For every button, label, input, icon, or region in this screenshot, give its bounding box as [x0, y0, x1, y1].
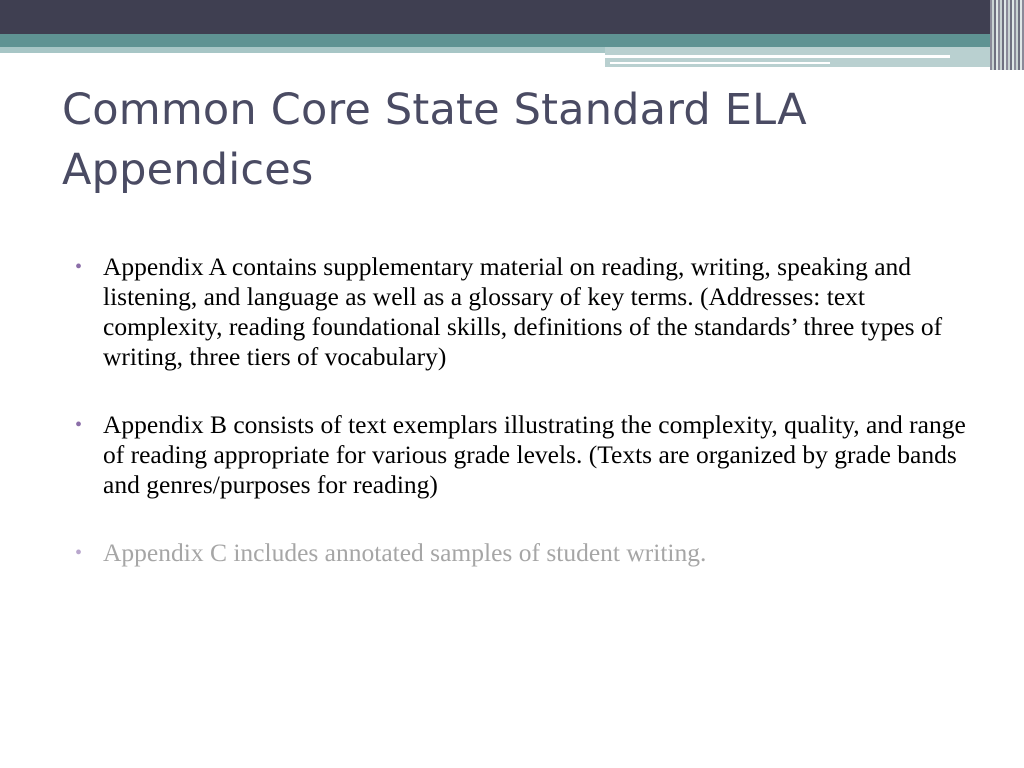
bullet-item-appendix-c — [75, 538, 975, 568]
header-dark-band — [0, 0, 1024, 34]
header-accent-line — [605, 55, 950, 58]
bullet-text: Appendix C includes annotated samples of student writing. — [103, 538, 707, 567]
header-stripes-decoration — [990, 0, 1024, 70]
header-light-band — [0, 47, 605, 53]
header-teal-band — [0, 34, 1024, 47]
bullet-item-appendix-a — [75, 252, 975, 372]
bullet-text: Appendix A contains supplementary material on reading, writing, speaking and listening, and language as well as a glossary of key terms. (Addresses: text complexity, reading foundational skills, definitions of the standards’ three types of writing, three tiers of vocabulary) — [103, 252, 943, 371]
bullet-text: Appendix B consists of text exemplars illustrating the complexity, quality, and range of reading appropriate for various grade levels. (Texts are organized by grade bands and genres/purposes for reading) — [103, 410, 966, 499]
bullet-dot-icon: • — [75, 414, 83, 436]
bullet-list — [75, 252, 975, 606]
bullet-dot-icon: • — [75, 542, 83, 564]
bullet-item-appendix-b — [75, 410, 975, 500]
header-accent-line-2 — [610, 62, 830, 64]
bullet-dot-icon: • — [75, 256, 83, 278]
slide-title: Common Core State Standard ELA Appendices — [62, 85, 807, 195]
